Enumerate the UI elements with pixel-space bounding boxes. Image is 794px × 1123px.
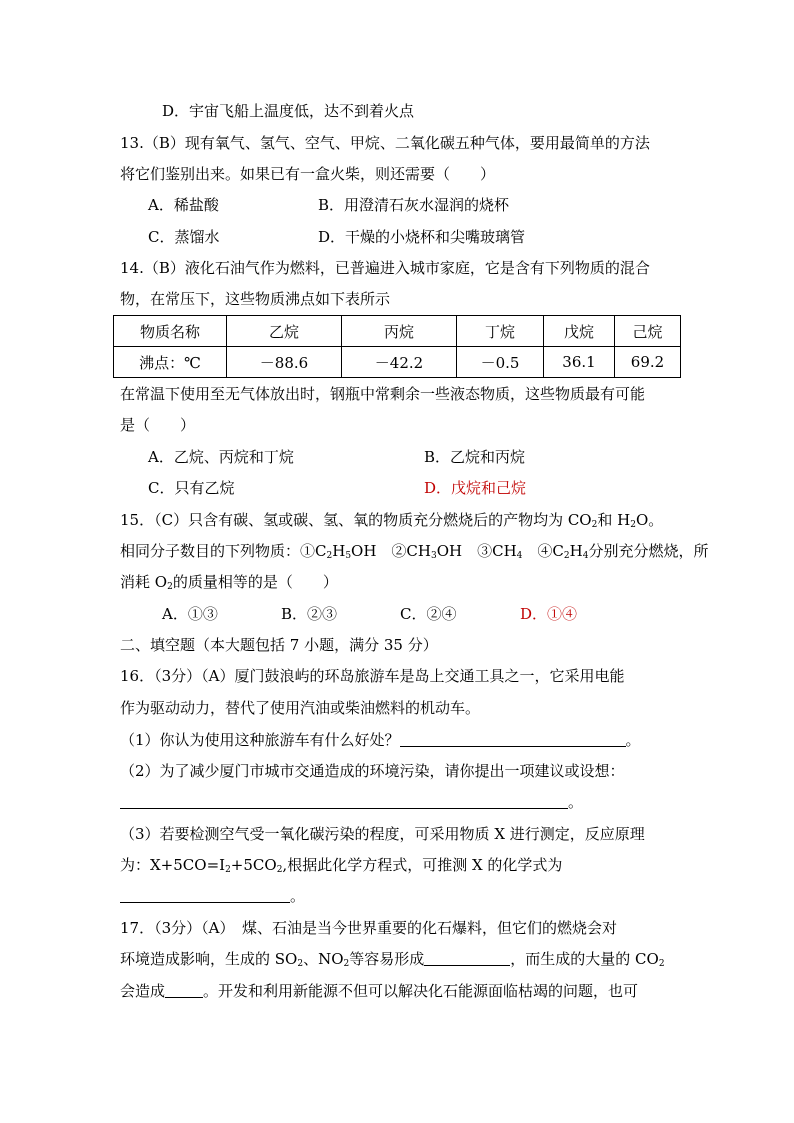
- q14-stem-line3: 在常温下使用至无气体放出时，钢瓶中常剩余一些液态物质，这些物质最有可能: [120, 385, 646, 403]
- table-cell: －0.5: [457, 347, 544, 378]
- answer-blank[interactable]: [424, 949, 510, 966]
- q13-stem-line2: 将它们鉴别出来。如果已有一盒火柴，则还需要（ ）: [120, 165, 496, 183]
- table-cell: 己烷: [615, 316, 681, 347]
- table-cell: 沸点：℃: [114, 347, 227, 378]
- q15-stem-line1: 15．（C）只含有碳、氢或碳、氢、氧的物质充分燃烧后的产物均为 $CO_2$和 $H_2O$。: [120, 511, 664, 530]
- q16-stem-line2: 作为驱动动力，替代了使用汽油或柴油燃料的机动车。: [120, 699, 481, 717]
- q15-option-b: B．②③: [281, 605, 338, 623]
- q17-stem-line1: 17．（3分）（A） 煤、石油是当今世界重要的化石爆料，但它们的燃烧会对: [120, 919, 617, 937]
- q13-option-a: A．稀盐酸: [148, 196, 219, 214]
- q17-stem-line3: 会造成 。开发和利用新能源不但可以解决化石能源面临枯竭的问题，也可: [120, 982, 639, 1000]
- answer-blank[interactable]: [120, 886, 290, 903]
- q14-stem-line1: 14.（B）液化石油气作为燃料，已普遍进入城市家庭，它是含有下列物质的混合: [120, 259, 650, 277]
- q17-stem-line2: 环境造成影响，生成的 $SO_2$、$NO_2$等容易形成 ，而生成的大量的 $CO_2$: [120, 950, 665, 969]
- table-cell: 丙烷: [342, 316, 457, 347]
- answer-blank[interactable]: [120, 792, 568, 809]
- table-row: [114, 347, 681, 378]
- q15-stem-line2: 相同分子数目的下列物质：$①C_2H_5OH$ $②CH_3OH$ $③CH_4$ $④C_2H_4$分别充分燃烧，所: [120, 542, 709, 561]
- table-header-row: [114, 316, 681, 347]
- table-cell: 戊烷: [544, 316, 615, 347]
- q16-sub3-line1: （3）若要检测空气受一氧化碳污染的程度，可采用物质 X 进行测定，反应原理: [120, 825, 645, 843]
- q15-option-a: A．①③: [162, 605, 218, 623]
- q16-sub1: （1）你认为使用这种旅游车有什么好处？ 。: [120, 731, 641, 749]
- q13-option-b: B．用澄清石灰水湿润的烧杯: [318, 196, 510, 214]
- q14-option-a: A．乙烷、丙烷和丁烷: [148, 448, 294, 466]
- q14-option-d: D．戊烷和己烷: [424, 479, 527, 497]
- q15-option-c: C．②④: [400, 605, 457, 623]
- answer-blank[interactable]: [165, 981, 203, 998]
- q12-option-d: D．宇宙飞船上温度低，达不到着火点: [162, 102, 415, 120]
- table-cell: 乙烷: [227, 316, 342, 347]
- q15-option-d: D．①④: [520, 605, 578, 623]
- q14-stem-line2: 物，在常压下，这些物质沸点如下表所示: [120, 290, 391, 308]
- answer-blank[interactable]: [400, 730, 626, 747]
- q16-sub3-line2: 为：$X+5CO=I_2+5CO_2$,根据此化学方程式，可推测 X 的化学式为: [120, 856, 563, 875]
- section-title: 二、填空题（本大题包括 7 小题，满分 35 分）: [120, 636, 438, 654]
- q14-option-b: B．乙烷和丙烷: [424, 448, 526, 466]
- q16-sub3-answer: 。: [120, 885, 305, 907]
- table-cell: －42.2: [342, 347, 457, 378]
- table-cell: －88.6: [227, 347, 342, 378]
- q14-option-c: C．只有乙烷: [148, 479, 235, 497]
- q14-stem-line4: 是（ ）: [120, 416, 196, 434]
- q16-stem-line1: 16．（3分）（A）厦门鼓浪屿的环岛旅游车是岛上交通工具之一，它采用电能: [120, 667, 625, 685]
- q15-stem-line3: 消耗 $O_2$的质量相等的是（ ）: [120, 573, 338, 592]
- q16-sub2-answer: 。: [120, 791, 583, 813]
- q13-option-d: D．干燥的小烧杯和尖嘴玻璃管: [318, 228, 526, 246]
- table-cell: 物质名称: [114, 316, 227, 347]
- table-cell: 丁烷: [457, 316, 544, 347]
- q13-option-c: C．蒸馏水: [148, 228, 220, 246]
- q16-sub2: （2）为了减少厦门市城市交通造成的环境污染，请你提出一项建议或设想：: [120, 762, 625, 780]
- table-cell: 36.1: [544, 347, 615, 378]
- boiling-point-table: [113, 315, 681, 378]
- table-cell: 69.2: [615, 347, 681, 378]
- q13-stem-line1: 13.（B）现有氧气、氢气、空气、甲烷、二氧化碳五种气体，要用最简单的方法: [120, 134, 650, 152]
